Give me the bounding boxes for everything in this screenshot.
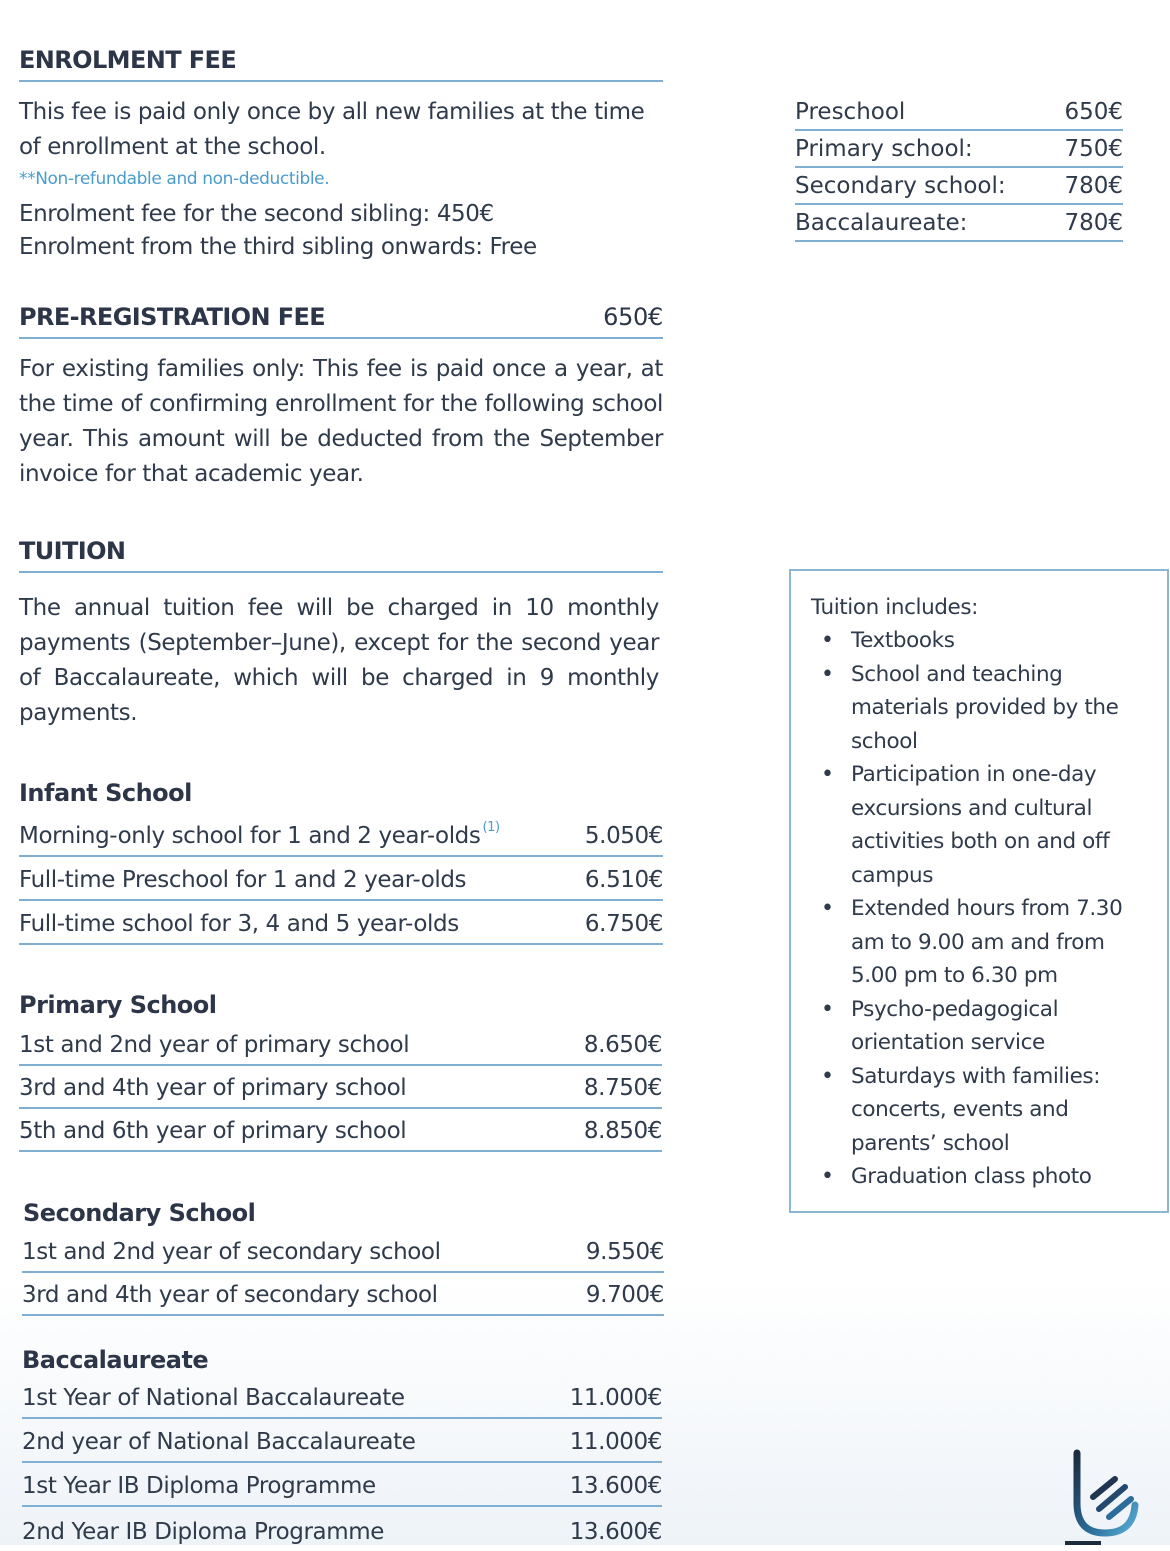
row-amount: 6.510€ (584, 867, 663, 893)
tuition-includes-list (811, 624, 1149, 1194)
row-amount: 8.650€ (583, 1032, 662, 1058)
row-label: 1st and 2nd year of secondary school (22, 1239, 441, 1265)
row-label: 2nd year of National Baccalaureate (22, 1429, 416, 1455)
fee-amount: 780€ (1064, 173, 1123, 199)
fee-amount: 650€ (1064, 99, 1123, 125)
row-amount: 8.850€ (583, 1118, 662, 1144)
fee-row-primary (795, 131, 1123, 168)
preregistration-amount: 650€ (603, 303, 663, 331)
tuition-heading (19, 537, 663, 573)
tuition-description: The annual tuition fee will be charged in 10 monthly payments (September–June), except for the second year of Baccalaureate, which will be charged in 9 monthly payments. (19, 595, 659, 726)
tuition-includes-title: Tuition includes: (811, 595, 979, 620)
row-amount: 13.600€ (569, 1519, 662, 1545)
list-item: • Participation in one-day excursions and cultural activities both on and off campus (811, 758, 1149, 892)
fee-label: Preschool (795, 99, 906, 125)
tuition-includes-box (789, 569, 1169, 1213)
secondary-school-table (22, 1232, 664, 1316)
table-row (19, 1066, 662, 1109)
row-label: 1st and 2nd year of primary school (19, 1032, 410, 1058)
table-row (19, 857, 663, 901)
table-row (22, 1378, 662, 1419)
footnote-marker: (1) (482, 820, 500, 835)
school-logo-icon (1065, 1445, 1145, 1545)
fee-amount: 750€ (1064, 136, 1123, 162)
list-item: • Saturdays with families: concerts, events and parents’ school (811, 1060, 1149, 1161)
baccalaureate-table (22, 1378, 662, 1551)
fee-row-baccalaureate (795, 205, 1123, 242)
fee-label: Secondary school: (795, 173, 1006, 199)
table-row (22, 1273, 664, 1316)
primary-school-table (19, 1024, 662, 1152)
list-item: • Extended hours from 7.30 am to 9.00 am and from 5.00 pm to 6.30 pm (811, 892, 1149, 993)
enrolment-fee-table (795, 94, 1123, 242)
row-label-wrap (19, 820, 500, 849)
table-row (19, 1109, 662, 1152)
row-label: 1st Year IB Diploma Programme (22, 1473, 376, 1499)
row-label: Full-time Preschool for 1 and 2 year-olds (19, 867, 467, 893)
fee-row-secondary (795, 168, 1123, 205)
enrolment-note: **Non-refundable and non-deductible. (19, 169, 330, 189)
enrolment-third-sibling: Enrolment from the third sibling onwards: Free (19, 234, 537, 260)
infant-school-heading: Infant School (19, 779, 192, 807)
row-label: 3rd and 4th year of primary school (19, 1075, 407, 1101)
row-label: 3rd and 4th year of secondary school (22, 1282, 438, 1308)
enrolment-description: This fee is paid only once by all new families at the time of enrollment at the school. (19, 99, 645, 160)
fee-label: Baccalaureate: (795, 210, 968, 236)
list-item: • Textbooks (811, 624, 1149, 658)
preregistration-heading (19, 303, 663, 339)
tuition-title: TUITION (19, 537, 126, 565)
list-item: • School and teaching materials provided by the school (811, 658, 1149, 759)
list-item: • Graduation class photo (811, 1160, 1149, 1194)
table-row (22, 1232, 664, 1273)
enrolment-second-sibling: Enrolment fee for the second sibling: 450€ (19, 201, 494, 227)
primary-school-heading: Primary School (19, 991, 217, 1019)
row-amount: 9.550€ (585, 1239, 664, 1265)
secondary-school-heading: Secondary School (23, 1199, 256, 1227)
table-row (19, 812, 663, 857)
fee-amount: 780€ (1064, 210, 1123, 236)
enrolment-fee-heading (19, 46, 663, 82)
preregistration-title: PRE-REGISTRATION FEE (19, 303, 326, 331)
row-label: 5th and 6th year of primary school (19, 1118, 407, 1144)
row-amount: 5.050€ (584, 823, 663, 849)
infant-school-table (19, 812, 663, 945)
baccalaureate-heading: Baccalaureate (22, 1346, 209, 1374)
row-amount: 11.000€ (569, 1429, 662, 1455)
row-label: Full-time school for 3, 4 and 5 year-olds (19, 911, 459, 937)
list-item: • Psycho-pedagogical orientation service (811, 993, 1149, 1060)
table-row (22, 1419, 662, 1463)
row-label: 2nd Year IB Diploma Programme (22, 1519, 384, 1545)
row-label: 1st Year of National Baccalaureate (22, 1385, 405, 1411)
table-row (19, 1024, 662, 1066)
table-row (22, 1507, 662, 1551)
fee-row-preschool (795, 94, 1123, 131)
enrolment-fee-title: ENROLMENT FEE (19, 46, 237, 74)
preregistration-description: For existing families only: This fee is paid once a year, at the time of confirming enrollment for the following school year. This amount will be deducted from the September invoice for that academic year. (19, 356, 663, 487)
fee-label: Primary school: (795, 136, 973, 162)
table-row (19, 901, 663, 945)
row-amount: 11.000€ (569, 1385, 662, 1411)
row-amount: 8.750€ (583, 1075, 662, 1101)
row-amount: 13.600€ (569, 1473, 662, 1499)
row-amount: 9.700€ (585, 1282, 664, 1308)
row-label: Morning-only school for 1 and 2 year-olds (19, 823, 481, 849)
row-amount: 6.750€ (584, 911, 663, 937)
table-row (22, 1463, 662, 1507)
